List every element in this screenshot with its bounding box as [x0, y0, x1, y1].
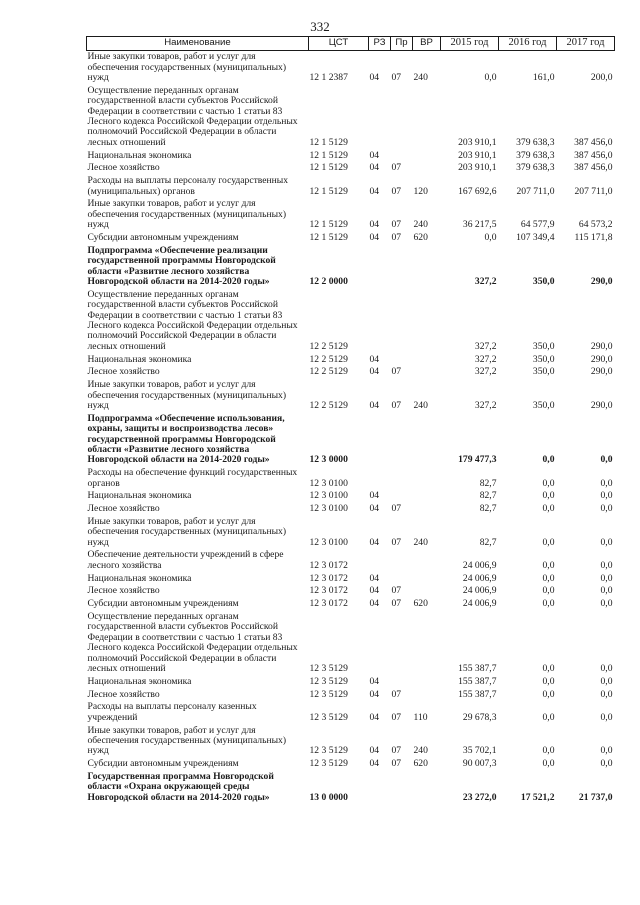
row-vr: [413, 245, 441, 289]
table-row: [87, 198, 615, 232]
row-cst: 12 2 5129: [309, 340, 348, 352]
table-row: [87, 51, 615, 85]
table-row: [87, 758, 615, 771]
row-value-2015: 24 006,9: [462, 559, 497, 571]
row-value-2015: 35 702,1: [462, 745, 497, 757]
row-value-2017: 0,0: [600, 585, 613, 597]
row-rz: 04: [369, 149, 380, 161]
row-rz: 04: [369, 231, 380, 243]
row-value-2017: 290,0: [590, 353, 613, 365]
row-cst: 12 2 5129: [309, 353, 348, 365]
row-pr: [391, 85, 413, 150]
row-value-2016: 107 349,4: [516, 231, 555, 243]
row-pr: [391, 611, 413, 676]
row-vr: [413, 467, 441, 490]
row-name: Лесное хозяйство: [87, 366, 160, 378]
row-value-2016: 379 638,3: [516, 149, 555, 161]
row-name: Лесное хозяйство: [87, 688, 160, 700]
table-header: [87, 37, 615, 51]
row-cst: 12 1 5129: [309, 185, 348, 197]
row-value-2015: 82,7: [479, 477, 497, 489]
row-value-2017: 0,0: [600, 663, 613, 674]
row-value-2016: 0,0: [542, 758, 555, 770]
row-cst: 12 3 0172: [309, 585, 348, 597]
header-year-2015: 2015 год: [441, 37, 499, 51]
row-pr: 07: [391, 745, 402, 757]
table-row: [87, 598, 615, 611]
row-value-2016: 207 711,0: [516, 185, 555, 197]
row-value-2017: 64 573,2: [578, 219, 613, 231]
row-name: Субсидии автономным учреждениям: [87, 231, 239, 243]
row-value-2015: 90 007,3: [462, 758, 497, 770]
table-row: [87, 366, 615, 379]
row-value-2017: 0,0: [600, 454, 613, 466]
row-vr: [413, 413, 441, 467]
row-cst: 12 3 0100: [309, 490, 348, 502]
row-cst: 12 1 5129: [309, 231, 348, 243]
table-row: [87, 162, 615, 175]
row-rz: [369, 611, 391, 676]
row-name: Осуществление переданных органам государственной власти субъектов Российской Федерации в соответствии с частью 1 статьи 83 Лесного кодекса Российской Федерации отдельных полномочий Российской Федерации в области лесных отношений: [87, 610, 298, 674]
row-pr: 07: [391, 758, 402, 770]
row-cst: 12 3 5129: [309, 758, 348, 770]
row-value-2015: 179 477,3: [458, 454, 497, 466]
row-rz: 04: [369, 503, 380, 515]
table-row: [87, 771, 615, 805]
row-pr: [391, 771, 413, 805]
row-value-2016: 0,0: [542, 536, 555, 548]
row-value-2015: 24 006,9: [462, 598, 497, 610]
row-pr: 07: [391, 72, 402, 83]
row-value-2015: 167 692,6: [458, 185, 497, 197]
row-cst: 12 3 5129: [309, 745, 348, 757]
row-vr: 240: [413, 72, 428, 83]
row-cst: 12 1 5129: [309, 219, 348, 231]
row-name: Подпрограмма «Обеспечение реализации государственной программы Новгородской области «Развитие лесного хозяйства Новгородской области на 2014-2020 годы»: [87, 244, 276, 287]
table-row: [87, 175, 615, 198]
row-vr: [413, 289, 441, 354]
row-value-2017: 387 456,0: [574, 149, 613, 161]
row-name: Субсидии автономным учреждениям: [87, 758, 239, 770]
row-value-2017: 0,0: [600, 490, 613, 502]
row-value-2015: 82,7: [479, 490, 497, 502]
row-rz: 04: [369, 162, 380, 174]
row-value-2017: 290,0: [590, 340, 613, 352]
row-cst: 12 3 0100: [309, 503, 348, 515]
row-name: Лесное хозяйство: [87, 162, 160, 174]
row-vr: [413, 366, 441, 379]
table-row: [87, 245, 615, 289]
row-pr: [391, 245, 413, 289]
row-value-2015: 82,7: [479, 503, 497, 515]
row-vr: 120: [413, 185, 428, 197]
row-rz: [369, 245, 391, 289]
row-rz: 04: [369, 758, 380, 770]
table-row: [87, 232, 615, 245]
row-value-2015: 24 006,9: [462, 585, 497, 597]
row-value-2016: 0,0: [542, 490, 555, 502]
row-vr: 620: [413, 598, 428, 610]
row-value-2015: 155 387,7: [458, 663, 497, 674]
header-pr: Пр: [391, 37, 413, 51]
row-value-2016: 0,0: [542, 454, 555, 466]
table-row: [87, 379, 615, 413]
row-pr: 07: [391, 219, 402, 231]
row-name: Субсидии автономным учреждениям: [87, 598, 239, 610]
table-row: [87, 688, 615, 701]
header-rz: РЗ: [369, 37, 391, 51]
row-pr: [391, 467, 413, 490]
row-pr: [391, 413, 413, 467]
row-value-2015: 23 272,0: [462, 791, 497, 803]
row-cst: 12 3 0100: [309, 536, 348, 548]
row-rz: 04: [369, 711, 380, 723]
table-row: [87, 549, 615, 572]
row-value-2017: 21 737,0: [578, 791, 613, 803]
row-value-2017: 0,0: [600, 559, 613, 571]
row-value-2017: 290,0: [590, 275, 613, 287]
row-vr: 110: [413, 711, 428, 723]
table-body: [87, 51, 615, 805]
row-rz: 04: [369, 598, 380, 610]
row-pr: [391, 676, 413, 689]
row-value-2015: 24 006,9: [462, 572, 497, 584]
row-pr: 07: [391, 536, 402, 548]
row-value-2015: 29 678,3: [462, 711, 497, 723]
row-name: Национальная экономика: [87, 490, 192, 502]
row-value-2017: 0,0: [600, 745, 613, 757]
row-cst: 12 3 5129: [309, 711, 348, 723]
row-vr: 240: [413, 399, 428, 411]
row-cst: 12 3 0172: [309, 598, 348, 610]
row-cst: 12 1 2387: [309, 72, 348, 83]
row-vr: [413, 503, 441, 516]
row-vr: [413, 85, 441, 150]
row-cst: 12 1 5129: [309, 136, 348, 148]
row-value-2016: 161,0: [532, 72, 555, 83]
row-value-2017: 0,0: [600, 758, 613, 770]
row-cst: 12 2 5129: [309, 366, 348, 378]
row-pr: 07: [391, 688, 402, 700]
row-value-2015: 82,7: [479, 536, 497, 548]
row-cst: 12 3 5129: [309, 688, 348, 700]
row-vr: [413, 676, 441, 689]
row-cst: 12 1 5129: [309, 162, 348, 174]
row-name: Подпрограмма «Обеспечение использования, охраны, защиты и воспроизводства лесов» государственной программы Новгородской области «Развитие лесного хозяйства Новгородской области на 2014-2020 годы»: [87, 412, 285, 466]
row-value-2016: 0,0: [542, 477, 555, 489]
row-cst: 12 3 5129: [309, 675, 348, 687]
row-value-2015: 327,2: [474, 353, 497, 365]
row-rz: 04: [369, 185, 380, 197]
row-value-2016: 379 638,3: [516, 136, 555, 148]
row-name: Национальная экономика: [87, 353, 192, 365]
row-value-2015: 327,2: [474, 340, 497, 352]
row-rz: [369, 549, 391, 572]
row-pr: [391, 490, 413, 503]
row-rz: 04: [369, 536, 380, 548]
table-row: [87, 676, 615, 689]
table-row: [87, 611, 615, 676]
header-vr: ВР: [413, 37, 441, 51]
row-rz: 04: [369, 366, 380, 378]
table-row: [87, 572, 615, 585]
row-value-2017: 207 711,0: [574, 185, 613, 197]
table-row: [87, 490, 615, 503]
row-value-2016: 0,0: [542, 711, 555, 723]
row-value-2017: 115 171,8: [574, 231, 613, 243]
row-rz: 04: [369, 688, 380, 700]
row-value-2016: 0,0: [542, 675, 555, 687]
row-cst: 13 0 0000: [309, 791, 348, 803]
row-value-2016: 0,0: [542, 503, 555, 515]
table-row: [87, 724, 615, 758]
row-rz: [369, 467, 391, 490]
row-pr: 07: [391, 711, 402, 723]
row-vr: [413, 585, 441, 598]
row-name: Лесное хозяйство: [87, 503, 160, 515]
row-rz: 04: [369, 585, 380, 597]
row-cst: 12 2 5129: [309, 399, 348, 411]
row-value-2017: 290,0: [590, 399, 613, 411]
row-vr: 620: [413, 758, 428, 770]
row-rz: [369, 85, 391, 150]
row-name: Иные закупки товаров, работ и услуг для обеспечения государственных (муниципальных) нужд: [87, 379, 287, 411]
row-pr: 07: [391, 231, 402, 243]
row-rz: 04: [369, 572, 380, 584]
row-value-2016: 0,0: [542, 572, 555, 584]
row-value-2016: 350,0: [532, 340, 555, 352]
row-name: Лесное хозяйство: [87, 585, 160, 597]
row-vr: 240: [413, 536, 428, 548]
row-pr: [391, 149, 413, 162]
row-pr: [391, 549, 413, 572]
row-rz: [369, 771, 391, 805]
row-cst: 12 3 0000: [309, 454, 348, 466]
row-rz: 04: [369, 399, 380, 411]
row-pr: [391, 289, 413, 354]
row-vr: [413, 688, 441, 701]
row-name: Национальная экономика: [87, 149, 192, 161]
row-rz: 04: [369, 353, 380, 365]
row-pr: 07: [391, 162, 402, 174]
row-value-2015: 327,2: [474, 275, 497, 287]
table-row: [87, 413, 615, 467]
row-vr: 240: [413, 745, 428, 757]
row-pr: 07: [391, 185, 402, 197]
row-pr: 07: [391, 399, 402, 411]
table-row: [87, 503, 615, 516]
budget-table: [86, 36, 615, 804]
row-vr: 240: [413, 219, 428, 231]
row-value-2015: 155 387,7: [458, 675, 497, 687]
row-value-2017: 0,0: [600, 572, 613, 584]
row-name: Государственная программа Новгородской области «Охрана окружающей среды Новгородской области на 2014-2020 годы»: [87, 770, 274, 803]
row-rz: 04: [369, 745, 380, 757]
row-pr: 07: [391, 585, 402, 597]
row-value-2016: 17 521,2: [520, 791, 555, 803]
row-value-2017: 387 456,0: [574, 136, 613, 148]
row-name: Иные закупки товаров, работ и услуг для обеспечения государственных (муниципальных) нужд: [87, 515, 287, 548]
row-vr: [413, 490, 441, 503]
row-value-2017: 387 456,0: [574, 162, 613, 174]
row-name: Национальная экономика: [87, 675, 192, 687]
row-rz: 04: [369, 675, 380, 687]
row-value-2016: 0,0: [542, 663, 555, 674]
row-value-2015: 203 910,1: [458, 136, 497, 148]
row-cst: 12 3 0172: [309, 572, 348, 584]
table-row: [87, 85, 615, 150]
row-value-2017: 200,0: [590, 72, 613, 83]
table-row: [87, 353, 615, 366]
row-name: Осуществление переданных органам государственной власти субъектов Российской Федерации в соответствии с частью 1 статьи 83 Лесного кодекса Российской Федерации отдельных полномочий Российской Федерации в области лесных отношений: [87, 288, 298, 352]
row-name: Иные закупки товаров, работ и услуг для обеспечения государственных (муниципальных) нужд: [87, 198, 287, 231]
row-value-2015: 203 910,1: [458, 162, 497, 174]
row-value-2015: 203 910,1: [458, 149, 497, 161]
row-value-2016: 350,0: [532, 275, 555, 287]
header-year-2017: 2017 год: [557, 37, 615, 51]
row-value-2015: 0,0: [484, 72, 497, 83]
row-vr: [413, 549, 441, 572]
row-name: Расходы на обеспечение функций государственных органов: [87, 467, 298, 489]
row-value-2015: 0,0: [484, 231, 497, 243]
page-number: 332: [310, 19, 330, 34]
row-pr: [391, 572, 413, 585]
row-vr: 620: [413, 231, 428, 243]
row-name: Расходы на выплаты персоналу казенных учреждений: [87, 701, 257, 723]
row-value-2016: 0,0: [542, 559, 555, 571]
row-value-2017: 0,0: [600, 503, 613, 515]
row-value-2016: 0,0: [542, 598, 555, 610]
row-pr: 07: [391, 366, 402, 378]
row-name: Обеспечение деятельности учреждений в сфере лесного хозяйства: [87, 549, 284, 571]
row-vr: [413, 162, 441, 175]
row-rz: 04: [369, 219, 380, 231]
row-value-2017: 0,0: [600, 536, 613, 548]
row-name: Иные закупки товаров, работ и услуг для обеспечения государственных (муниципальных) нужд: [87, 51, 287, 83]
row-vr: [413, 149, 441, 162]
row-value-2016: 350,0: [532, 399, 555, 411]
table-row: [87, 289, 615, 354]
row-value-2017: 0,0: [600, 477, 613, 489]
row-cst: 12 3 0100: [309, 477, 348, 489]
row-value-2016: 350,0: [532, 353, 555, 365]
row-pr: 07: [391, 503, 402, 515]
row-name: Осуществление переданных органам государственной власти субъектов Российской Федерации в соответствии с частью 1 статьи 83 Лесного кодекса Российской Федерации отдельных полномочий Российской Федерации в области лесных отношений: [87, 84, 298, 148]
row-name: Иные закупки товаров, работ и услуг для обеспечения государственных (муниципальных) нужд: [87, 724, 287, 757]
row-value-2016: 379 638,3: [516, 162, 555, 174]
row-vr: [413, 611, 441, 676]
table-row: [87, 516, 615, 550]
header-year-2016: 2016 год: [499, 37, 557, 51]
row-vr: [413, 771, 441, 805]
row-pr: 07: [391, 598, 402, 610]
row-pr: [391, 353, 413, 366]
row-cst: 12 2 0000: [309, 275, 348, 287]
row-value-2017: 0,0: [600, 675, 613, 687]
table-row: [87, 149, 615, 162]
row-rz: [369, 413, 391, 467]
row-value-2017: 0,0: [600, 688, 613, 700]
row-rz: [369, 289, 391, 354]
row-rz: 04: [369, 490, 380, 502]
table-row: [87, 467, 615, 490]
row-value-2017: 0,0: [600, 711, 613, 723]
row-value-2015: 155 387,7: [458, 688, 497, 700]
row-value-2016: 64 577,9: [520, 219, 555, 231]
row-value-2016: 0,0: [542, 688, 555, 700]
table-row: [87, 701, 615, 724]
row-value-2016: 0,0: [542, 745, 555, 757]
row-cst: 12 1 5129: [309, 149, 348, 161]
row-name: Расходы на выплаты персоналу государственных (муниципальных) органов: [87, 175, 289, 197]
row-rz: 04: [369, 72, 380, 83]
row-vr: [413, 572, 441, 585]
row-cst: 12 3 0172: [309, 559, 348, 571]
row-name: Национальная экономика: [87, 572, 192, 584]
row-vr: [413, 353, 441, 366]
header-cst: ЦСТ: [309, 37, 369, 51]
row-value-2016: 350,0: [532, 366, 555, 378]
row-value-2016: 0,0: [542, 585, 555, 597]
row-cst: 12 3 5129: [309, 663, 348, 674]
table-row: [87, 585, 615, 598]
row-value-2017: 290,0: [590, 366, 613, 378]
header-name: Наименование: [87, 37, 309, 51]
row-value-2015: 36 217,5: [462, 219, 497, 231]
row-value-2015: 327,2: [474, 366, 497, 378]
row-value-2015: 327,2: [474, 399, 497, 411]
row-value-2017: 0,0: [600, 598, 613, 610]
